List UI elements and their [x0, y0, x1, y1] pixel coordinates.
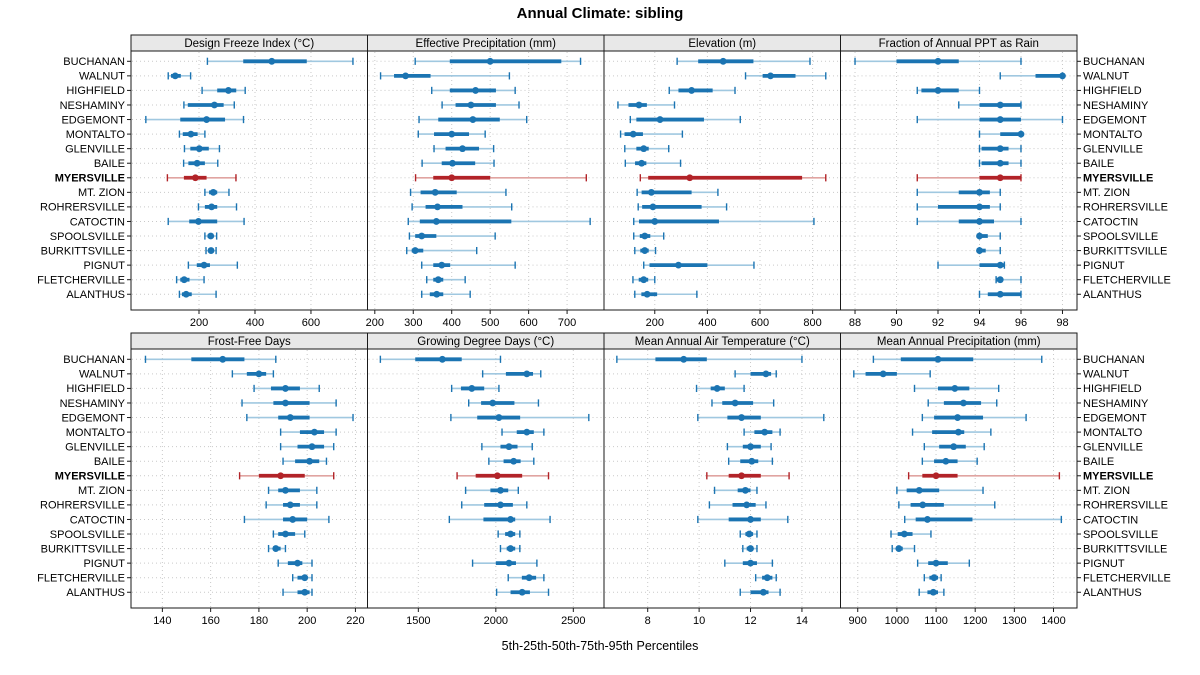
x-axis-tick-label: 88: [848, 317, 862, 329]
site-label-left-spoolsville: SPOOLSVILLE: [49, 230, 125, 243]
site-label-right-walnut: WALNUT: [1083, 70, 1130, 83]
median-dot: [714, 385, 721, 392]
panel-strip-title: Mean Annual Precipitation (mm): [876, 336, 1041, 348]
median-dot: [277, 472, 284, 479]
site-label-left-montalto: MONTALTO: [65, 426, 125, 439]
median-dot: [194, 160, 201, 167]
median-dot: [933, 472, 940, 479]
median-dot: [675, 262, 682, 269]
site-label-right-neshaminy: NESHAMINY: [1083, 397, 1149, 410]
median-dot: [686, 174, 693, 181]
median-dot: [201, 262, 208, 269]
site-label-left-montalto: MONTALTO: [65, 128, 125, 141]
site-label-left-baile: BAILE: [93, 456, 125, 469]
median-dot: [311, 429, 318, 436]
median-dot: [650, 204, 657, 211]
x-axis-tick-label: 200: [297, 615, 317, 627]
median-dot: [435, 276, 442, 283]
median-dot: [459, 145, 466, 152]
median-dot: [951, 385, 958, 392]
site-label-left-catoctin: CATOCTIN: [69, 514, 125, 527]
median-dot: [942, 458, 949, 465]
median-dot: [997, 160, 1004, 167]
site-label-right-edgemont: EDGEMONT: [1083, 114, 1147, 127]
x-axis-tick-label: 14: [795, 615, 809, 627]
chart-title: Annual Climate: sibling: [516, 5, 684, 22]
site-label-right-highfield: HIGHFIELD: [1083, 383, 1142, 396]
x-axis-tick-label: 600: [301, 317, 321, 329]
site-label-right-myersville: MYERSVILLE: [1083, 172, 1154, 185]
median-dot: [935, 87, 942, 94]
median-dot: [747, 516, 754, 523]
median-dot: [764, 574, 771, 581]
site-label-right-spoolsville: SPOOLSVILLE: [1083, 528, 1159, 541]
site-label-right-pignut: PIGNUT: [1083, 557, 1125, 570]
x-axis-tick-label: 90: [890, 317, 903, 329]
percentiles-caption: 5th-25th-50th-75th-95th Percentiles: [501, 639, 699, 653]
median-dot: [648, 189, 655, 196]
site-label-left-burkittsville: BURKITTSVILLE: [40, 543, 125, 556]
median-dot: [496, 414, 503, 421]
median-dot: [746, 531, 753, 538]
median-dot: [196, 145, 203, 152]
x-axis-tick-label: 220: [346, 615, 365, 627]
x-axis-tick-label: 98: [1056, 317, 1069, 329]
x-axis-tick-label: 700: [557, 317, 577, 329]
median-dot: [763, 370, 770, 377]
median-dot: [289, 516, 296, 523]
median-dot: [901, 531, 908, 538]
median-dot: [181, 276, 188, 283]
median-dot: [931, 574, 938, 581]
median-dot: [935, 58, 942, 65]
median-dot: [487, 58, 494, 65]
median-dot: [747, 560, 754, 567]
x-axis-tick-label: 1000: [884, 615, 910, 627]
median-dot: [960, 400, 967, 407]
median-dot: [412, 247, 419, 254]
median-dot: [997, 291, 1004, 298]
median-dot: [997, 276, 1004, 283]
median-dot: [211, 102, 218, 109]
site-label-left-spoolsville: SPOOLSVILLE: [49, 528, 125, 541]
site-label-left-pignut: PIGNUT: [83, 557, 125, 570]
site-label-left-fletcherville: FLETCHERVILLE: [37, 274, 125, 287]
panel-strip-title: Elevation (m): [688, 38, 757, 50]
median-dot: [287, 502, 294, 509]
median-dot: [402, 72, 409, 79]
median-dot: [630, 131, 637, 138]
x-axis-tick-label: 300: [404, 317, 423, 329]
x-axis-tick-label: 140: [153, 615, 172, 627]
median-dot: [282, 487, 289, 494]
site-label-right-alanthus: ALANTHUS: [1083, 289, 1142, 302]
site-label-left-walnut: WALNUT: [78, 70, 125, 83]
median-dot: [468, 385, 475, 392]
median-dot: [468, 102, 475, 109]
median-dot: [268, 58, 275, 65]
median-dot: [641, 247, 648, 254]
median-dot: [638, 160, 645, 167]
site-label-left-walnut: WALNUT: [78, 368, 125, 381]
median-dot: [919, 502, 926, 509]
site-label-left-buchanan: BUCHANAN: [63, 354, 125, 367]
x-axis-tick-label: 800: [803, 317, 822, 329]
median-dot: [523, 370, 530, 377]
median-dot: [172, 72, 179, 79]
median-dot: [418, 233, 425, 240]
median-dot: [192, 174, 199, 181]
median-dot: [510, 458, 517, 465]
site-label-right-baile: BAILE: [1083, 456, 1115, 469]
median-dot: [933, 560, 940, 567]
median-dot: [641, 233, 648, 240]
median-dot: [210, 189, 217, 196]
site-label-right-glenville: GLENVILLE: [1083, 143, 1143, 156]
median-dot: [680, 356, 687, 363]
median-dot: [976, 189, 983, 196]
median-dot: [954, 414, 961, 421]
site-label-right-buchanan: BUCHANAN: [1083, 354, 1145, 367]
x-axis-tick-label: 600: [519, 317, 538, 329]
median-dot: [997, 174, 1004, 181]
median-dot: [438, 262, 445, 269]
median-dot: [651, 218, 658, 225]
x-axis-tick-label: 180: [249, 615, 269, 627]
median-dot: [301, 589, 308, 596]
median-dot: [1018, 131, 1025, 138]
site-label-left-neshaminy: NESHAMINY: [59, 397, 125, 410]
panel-mean-annual-air-temperature-c: [604, 333, 841, 627]
median-dot: [301, 574, 308, 581]
x-axis-tick-label: 1500: [406, 615, 431, 627]
median-dot: [203, 116, 210, 123]
site-label-left-buchanan: BUCHANAN: [63, 56, 125, 69]
site-label-right-rohrersville: ROHRERSVILLE: [1083, 499, 1168, 512]
median-dot: [1059, 72, 1066, 79]
site-label-right-mt-zion: MT. ZION: [1083, 187, 1131, 200]
median-dot: [187, 131, 194, 138]
panel-growing-degree-days-c: [368, 333, 605, 627]
panel-plot-area: [131, 51, 368, 310]
panel-strip-title: Effective Precipitation (mm): [415, 38, 556, 50]
x-axis-tick-label: 1100: [924, 615, 948, 627]
x-axis-tick-label: 8: [644, 615, 651, 627]
x-axis-tick-label: 600: [750, 317, 770, 329]
panel-frost-free-days: [131, 333, 368, 627]
median-dot: [950, 443, 957, 450]
median-dot: [895, 545, 902, 552]
median-dot: [526, 574, 533, 581]
site-label-right-walnut: WALNUT: [1083, 368, 1130, 381]
site-label-left-glenville: GLENVILLE: [65, 143, 125, 156]
site-label-right-myersville: MYERSVILLE: [1083, 470, 1154, 483]
site-label-left-edgemont: EDGEMONT: [61, 412, 125, 425]
median-dot: [930, 589, 937, 596]
site-label-left-alanthus: ALANTHUS: [66, 289, 125, 302]
median-dot: [294, 560, 301, 567]
median-dot: [439, 356, 446, 363]
median-dot: [219, 356, 226, 363]
site-label-right-fletcherville: FLETCHERVILLE: [1083, 572, 1171, 585]
panel-strip-title: Design Freeze Index (°C): [184, 38, 315, 50]
median-dot: [742, 487, 749, 494]
site-label-right-spoolsville: SPOOLSVILLE: [1083, 230, 1159, 243]
median-dot: [433, 218, 440, 225]
median-dot: [287, 414, 294, 421]
median-dot: [256, 370, 263, 377]
median-dot: [507, 545, 514, 552]
median-dot: [657, 116, 664, 123]
median-dot: [636, 102, 643, 109]
median-dot: [489, 400, 496, 407]
x-axis-tick-label: 400: [442, 317, 461, 329]
median-dot: [748, 458, 755, 465]
median-dot: [976, 233, 983, 240]
x-axis-tick-label: 1300: [1002, 615, 1027, 627]
site-label-right-alanthus: ALANTHUS: [1083, 587, 1142, 600]
panel-strip-title: Fraction of Annual PPT as Rain: [878, 38, 1039, 50]
x-axis-tick-label: 160: [201, 615, 220, 627]
panel-strip-title: Mean Annual Air Temperature (°C): [634, 336, 810, 348]
median-dot: [935, 356, 942, 363]
median-dot: [183, 291, 190, 298]
site-label-right-pignut: PIGNUT: [1083, 259, 1125, 272]
median-dot: [507, 516, 514, 523]
site-label-right-edgemont: EDGEMONT: [1083, 412, 1147, 425]
site-label-right-rohrersville: ROHRERSVILLE: [1083, 201, 1168, 214]
site-label-right-montalto: MONTALTO: [1083, 128, 1143, 141]
site-label-right-catoctin: CATOCTIN: [1083, 514, 1139, 527]
x-axis-tick-label: 10: [692, 615, 706, 627]
median-dot: [448, 131, 455, 138]
x-axis-tick-label: 12: [744, 615, 757, 627]
site-label-left-myersville: MYERSVILLE: [54, 172, 125, 185]
site-label-right-burkittsville: BURKITTSVILLE: [1083, 245, 1168, 258]
x-axis-tick-label: 94: [973, 317, 986, 329]
median-dot: [523, 429, 530, 436]
x-axis-tick-label: 400: [698, 317, 717, 329]
site-label-right-catoctin: CATOCTIN: [1083, 216, 1139, 229]
site-label-right-burkittsville: BURKITTSVILLE: [1083, 543, 1168, 556]
median-dot: [924, 516, 931, 523]
median-dot: [507, 531, 514, 538]
site-label-right-mt-zion: MT. ZION: [1083, 485, 1131, 498]
site-label-right-fletcherville: FLETCHERVILLE: [1083, 274, 1171, 287]
site-label-left-rohrersville: ROHRERSVILLE: [40, 499, 125, 512]
panel-strip-title: Frost-Free Days: [207, 336, 291, 348]
median-dot: [506, 443, 513, 450]
median-dot: [497, 487, 504, 494]
median-dot: [469, 116, 476, 123]
site-label-right-glenville: GLENVILLE: [1083, 441, 1143, 454]
median-dot: [955, 429, 962, 436]
site-label-right-montalto: MONTALTO: [1083, 426, 1143, 439]
median-dot: [208, 247, 215, 254]
site-label-left-rohrersville: ROHRERSVILLE: [40, 201, 125, 214]
site-label-right-buchanan: BUCHANAN: [1083, 56, 1145, 69]
median-dot: [732, 400, 739, 407]
median-dot: [743, 502, 750, 509]
median-dot: [195, 218, 202, 225]
median-dot: [738, 414, 745, 421]
panel-strip-title: Growing Degree Days (°C): [417, 336, 555, 348]
median-dot: [506, 560, 513, 567]
x-axis-tick-label: 92: [931, 317, 945, 329]
site-label-left-myersville: MYERSVILLE: [54, 470, 125, 483]
median-dot: [738, 472, 745, 479]
median-dot: [640, 145, 647, 152]
x-axis-tick-label: 900: [848, 615, 867, 627]
median-dot: [997, 262, 1004, 269]
panel-design-freeze-index-c: [131, 35, 368, 329]
site-label-left-baile: BAILE: [93, 158, 125, 171]
median-dot: [497, 502, 504, 509]
site-label-left-highfield: HIGHFIELD: [66, 383, 125, 396]
median-dot: [448, 174, 455, 181]
site-label-left-burkittsville: BURKITTSVILLE: [40, 245, 125, 258]
x-axis-tick-label: 1200: [962, 615, 988, 627]
median-dot: [472, 87, 479, 94]
panel-plot-area: [131, 349, 368, 608]
panel-mean-annual-precipitation-mm: [841, 333, 1078, 627]
site-label-left-glenville: GLENVILLE: [65, 441, 125, 454]
median-dot: [880, 370, 887, 377]
median-dot: [747, 545, 754, 552]
panel-elevation-m: [604, 35, 841, 329]
site-label-left-pignut: PIGNUT: [83, 259, 125, 272]
site-label-left-catoctin: CATOCTIN: [69, 216, 125, 229]
x-axis-tick-label: 500: [480, 317, 500, 329]
median-dot: [208, 204, 215, 211]
site-label-left-mt-zion: MT. ZION: [77, 485, 125, 498]
median-dot: [494, 472, 501, 479]
median-dot: [767, 72, 774, 79]
median-dot: [976, 218, 983, 225]
x-axis-tick-label: 2500: [561, 615, 586, 627]
median-dot: [976, 247, 983, 254]
site-label-left-neshaminy: NESHAMINY: [59, 99, 125, 112]
median-dot: [433, 291, 440, 298]
median-dot: [225, 87, 232, 94]
site-label-left-mt-zion: MT. ZION: [77, 187, 125, 200]
x-axis-tick-label: 400: [245, 317, 265, 329]
median-dot: [997, 102, 1004, 109]
median-dot: [644, 291, 651, 298]
median-dot: [282, 531, 289, 538]
median-dot: [432, 189, 439, 196]
median-dot: [282, 385, 289, 392]
median-dot: [720, 58, 727, 65]
median-dot: [272, 545, 279, 552]
median-dot: [434, 204, 441, 211]
site-label-left-edgemont: EDGEMONT: [61, 114, 125, 127]
median-dot: [688, 87, 695, 94]
median-dot: [997, 116, 1004, 123]
site-label-right-neshaminy: NESHAMINY: [1083, 99, 1149, 112]
site-label-right-highfield: HIGHFIELD: [1083, 85, 1142, 98]
site-label-right-baile: BAILE: [1083, 158, 1115, 171]
x-axis-tick-label: 1400: [1041, 615, 1066, 627]
x-axis-tick-label: 200: [645, 317, 664, 329]
site-label-left-fletcherville: FLETCHERVILLE: [37, 572, 125, 585]
median-dot: [976, 204, 983, 211]
median-dot: [916, 487, 923, 494]
median-dot: [761, 429, 768, 436]
median-dot: [760, 589, 767, 596]
median-dot: [519, 589, 526, 596]
x-axis-tick-label: 200: [189, 317, 209, 329]
median-dot: [306, 458, 313, 465]
median-dot: [309, 443, 316, 450]
median-dot: [449, 160, 456, 167]
panel-fraction-of-annual-ppt-as-rain: [841, 35, 1078, 329]
median-dot: [207, 233, 214, 240]
site-label-left-alanthus: ALANTHUS: [66, 587, 125, 600]
median-dot: [747, 443, 754, 450]
median-dot: [282, 400, 289, 407]
site-label-left-highfield: HIGHFIELD: [66, 85, 125, 98]
panel-effective-precipitation-mm: [366, 35, 604, 329]
median-dot: [640, 276, 647, 283]
x-axis-tick-label: 200: [365, 317, 384, 329]
x-axis-tick-label: 96: [1014, 317, 1028, 329]
x-axis-tick-label: 2000: [483, 615, 509, 627]
median-dot: [997, 145, 1004, 152]
